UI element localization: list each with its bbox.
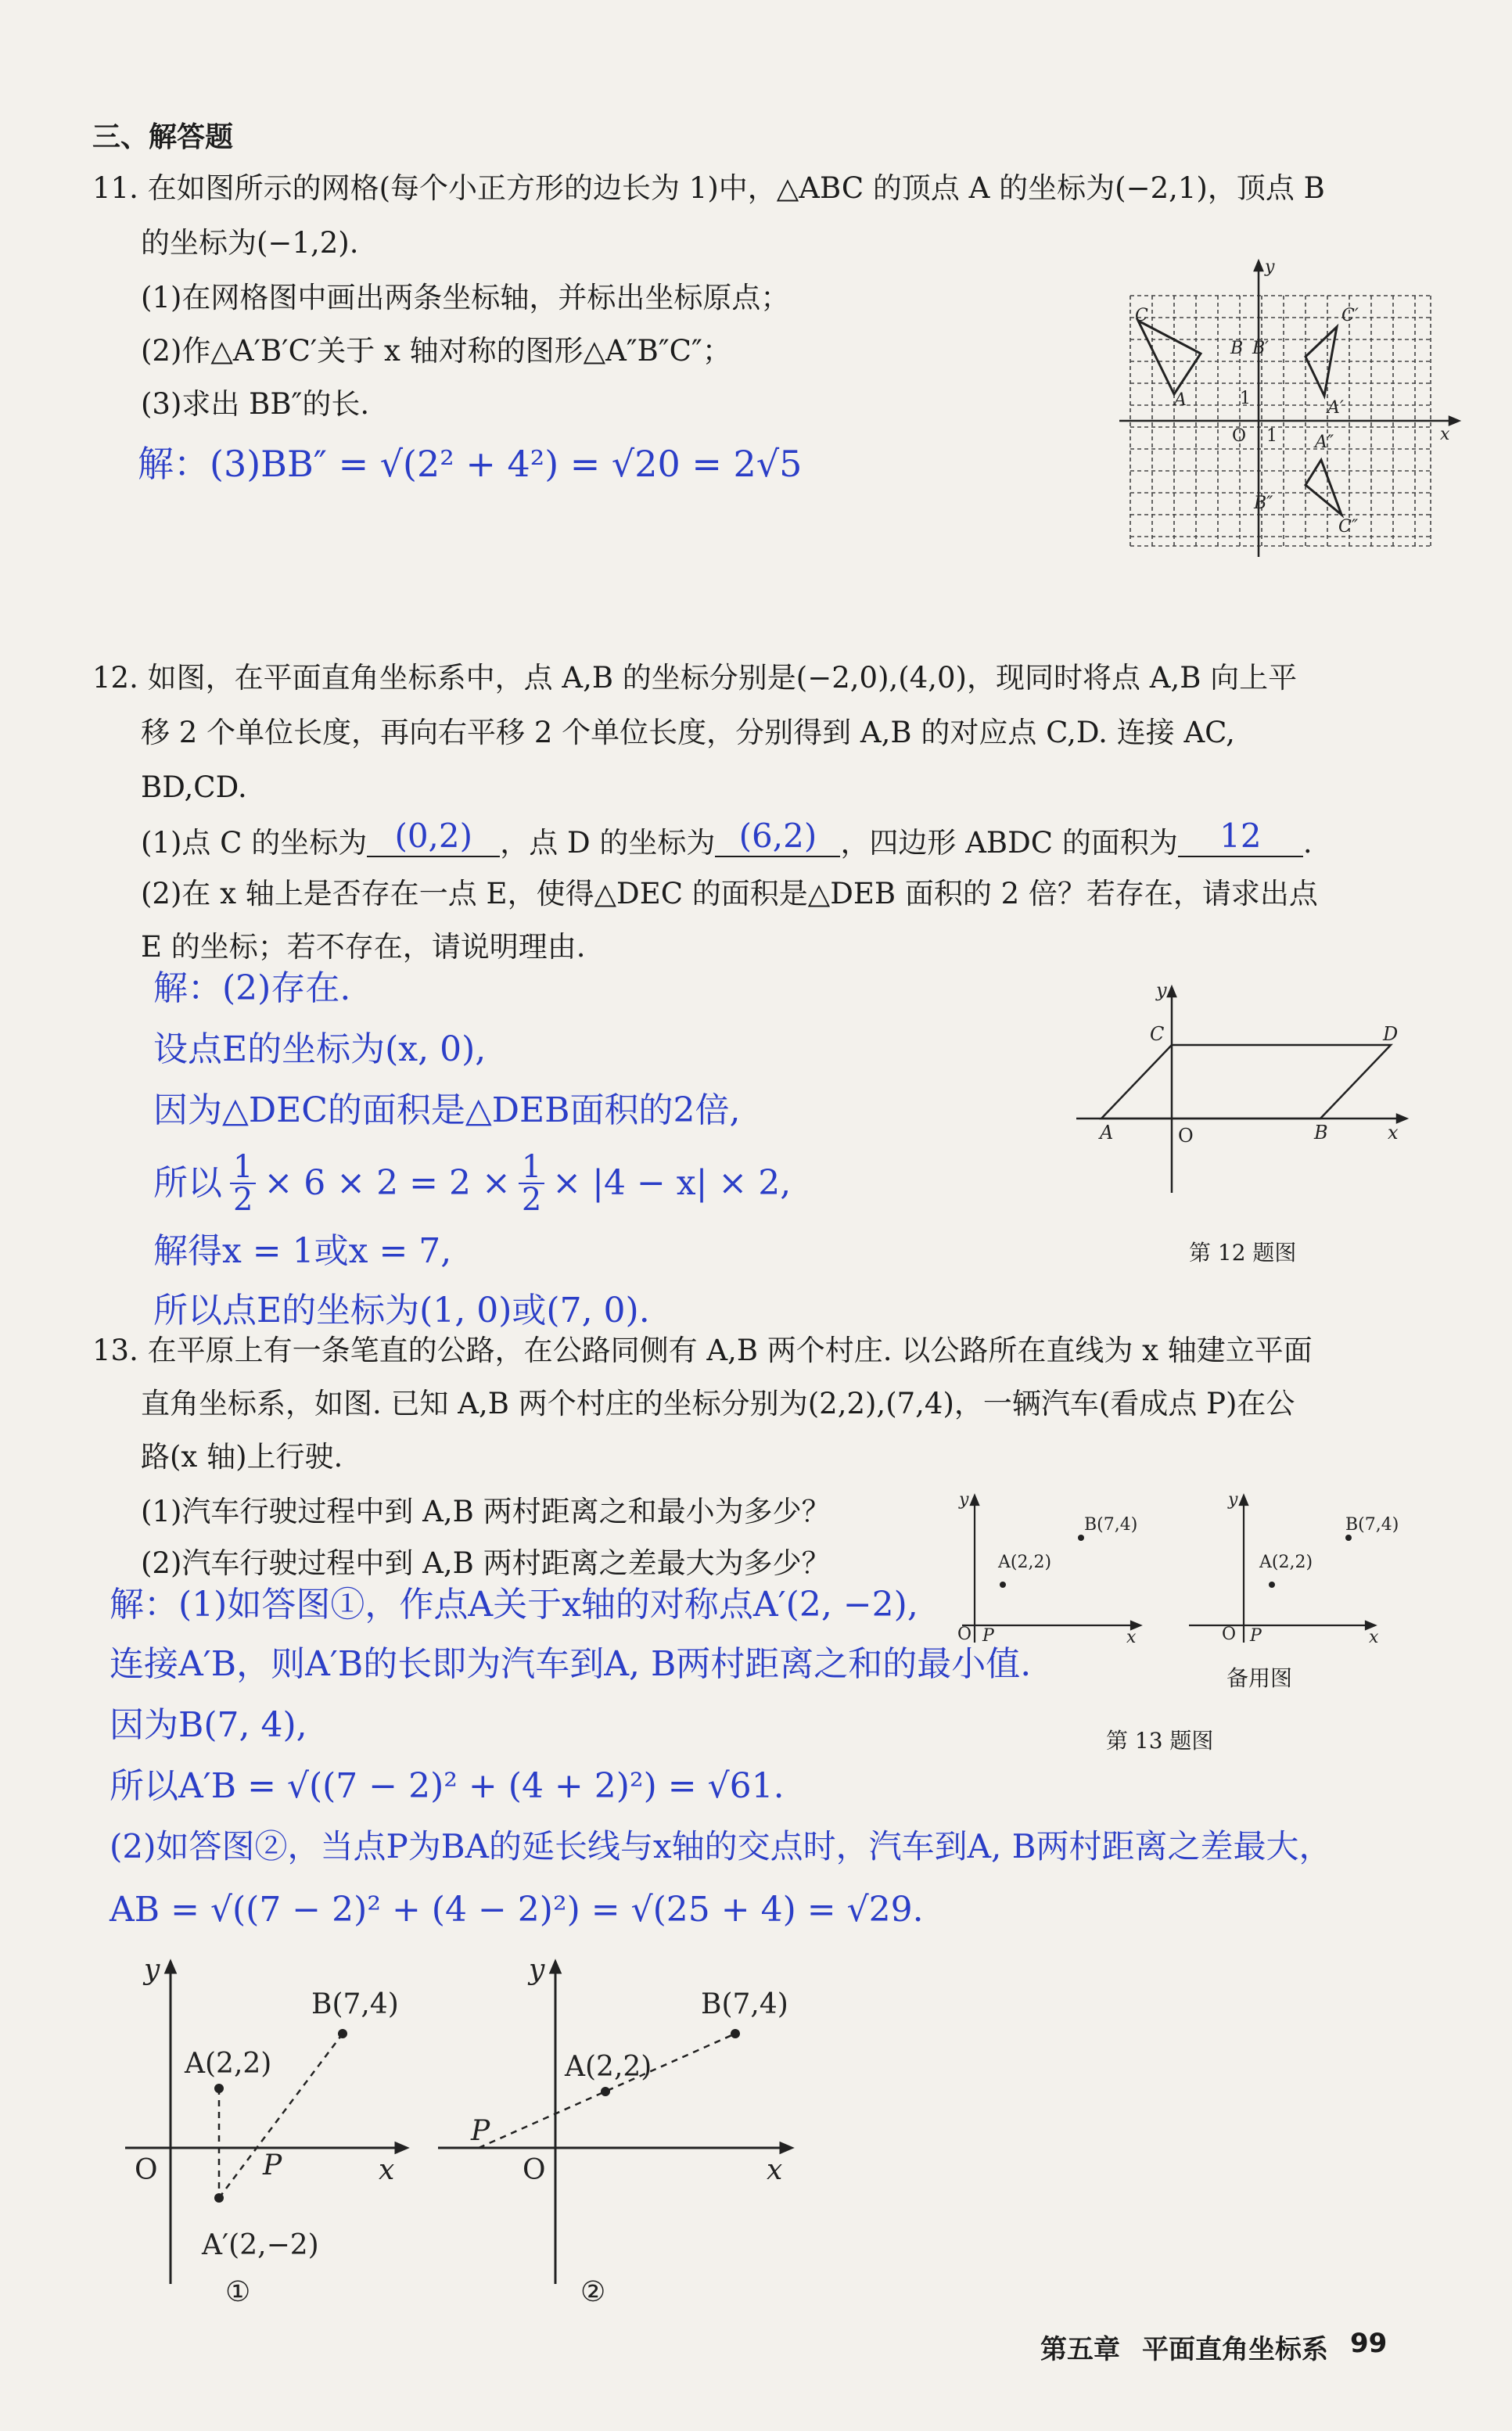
q12-answer-1: 解：(2)存在. [153,968,351,1008]
q11-fig-label: y [1265,257,1275,277]
q12-fill-d[interactable] [715,817,840,857]
q13-answer-figures [117,1948,806,2315]
ans-fig1-A: A(2,2) [185,2048,272,2080]
q12-part1-d: . [1302,826,1313,860]
ans-fig2-y: y [529,1954,545,1986]
q13-fig2-x: x [1369,1628,1379,1647]
page-footer [1040,2328,1387,2366]
q12-fig-y: y [1156,979,1167,1001]
q11-fig-label: B [1230,339,1244,358]
q12-fig-D: D [1383,1023,1399,1045]
ans-fig1-y: y [144,1954,160,1986]
q11-fig-label: A′ [1327,398,1344,418]
q13-fig2-P: P [1250,1626,1262,1646]
ans-fig1-num: ① [225,2276,251,2308]
q11-fig-label: A″ [1315,433,1334,452]
ans-fig1-B: B(7,4) [311,1988,399,2020]
q12-fig-A: A [1100,1122,1114,1144]
q11-fig-label: B′ [1252,339,1270,358]
q13-fig2-A: A(2,2) [1259,1553,1313,1572]
q11-fig-label: A [1174,390,1187,410]
q13-fig-A: A(2,2) [998,1553,1052,1572]
ans-fig1-P: P [263,2149,282,2181]
q12-answer-3: 因为△DEC的面积是△DEB面积的2倍, [153,1090,741,1130]
q11-fig-label: B″ [1254,494,1273,513]
q11-fig-label: C [1135,306,1148,325]
q13-answer-2: 连接A′B，则A′B的长即为汽车到A, B两村距离之和的最小值. [110,1644,1032,1684]
q11-fig-label: O [1232,426,1247,446]
q11-fig-label: C′ [1341,306,1359,325]
q12-answer-5: 解得x = 1或x = 7, [153,1231,452,1271]
q12-part1-a: (1)点 C 的坐标为 [141,826,368,860]
q12-fill-area[interactable] [1178,817,1303,857]
q11-part3: (3)求出 BB″的长. [141,387,370,421]
ans-fig1-O: O [135,2154,158,2186]
q13-fig2-y: y [1228,1490,1238,1510]
q11-line1: 11. 在如图所示的网格(每个小正方形的边长为 1)中，△ABC 的顶点 A 的坐标为(−2,1)，顶点 B [92,171,1325,205]
q13-line3: 路(x 轴)上行驶. [141,1440,343,1474]
q12-frac-2-den: 2 [521,1182,542,1218]
q12-answer-6: 所以点E的坐标为(1, 0)或(7, 0). [153,1291,650,1330]
q13-fig-B: B(7,4) [1084,1515,1138,1535]
q11-part1: (1)在网格图中画出两条坐标轴，并标出坐标原点； [141,281,790,314]
footer-chapter: 第五章 [1040,2334,1120,2365]
q13-fig-x: x [1126,1628,1137,1647]
q13-part1: (1)汽车行驶过程中到 A,B 两村距离之和最小为多少？ [141,1495,831,1528]
q12-part1-c: ，四边形 ABDC 的面积为 [840,826,1178,860]
q11-fig-label: 1 [1240,389,1251,408]
q13-line1: 13. 在平原上有一条笔直的公路，在公路同侧有 A,B 两个村庄. 以公路所在直线为 x 轴建立平面 [92,1334,1313,1367]
q12-frac-2-num: 1 [519,1151,544,1184]
q13-line2: 直角坐标系，如图. 已知 A,B 两个村庄的坐标分别为(2,2),(7,4)，一辆汽车(看成点 P)在公 [141,1387,1295,1420]
q12-answer-2: 设点E的坐标为(x, 0), [153,1029,487,1069]
q12-fill-c[interactable] [367,817,500,857]
page-number: 99 [1350,2328,1388,2359]
q12-frac-2 [519,1151,544,1216]
q12-frac-1-den: 2 [233,1182,253,1218]
q11-line2: 的坐标为(−1,2). [141,226,359,260]
q12-fill-d-value: (6,2) [738,817,817,855]
q12-fig-C: C [1150,1023,1165,1045]
q12-fig-x: x [1388,1122,1399,1144]
q11-grid-figure [1115,250,1467,559]
section-title: 三、解答题 [92,121,234,153]
q12-line3: BD,CD. [141,770,247,804]
ans-fig2-P: P [471,2115,490,2147]
q12-answer-4b: × 6 × 2 = 2 × [264,1163,511,1203]
q13-answer-4: 所以A′B = √((7 − 2)² + (4 + 2)²) = √61. [110,1766,785,1806]
q12-part2-line1: (2)在 x 轴上是否存在一点 E，使得△DEC 的面积是△DEB 面积的 2 倍？若存在，请求出点 [141,877,1318,910]
q12-part1-b: ，点 D 的坐标为 [500,826,716,860]
q11-grid-labels [1135,257,1450,537]
q12-line1: 12. 如图，在平面直角坐标系中，点 A,B 的坐标分别是(−2,0),(4,0)，现同时将点 A,B 向上平 [92,661,1298,695]
q13-fig-P: P [982,1626,994,1646]
ans-fig2-num: ② [580,2276,606,2308]
q11-answer: 解：(3)BB″ = √(2² + 4²) = √20 = 2√5 [138,443,803,485]
q13-answer-5: (2)如答图②，当点P为BA的延长线与x轴的交点时，汽车到A, B两村距离之差最大， [110,1827,1332,1865]
q12-answer-4a: 所以 [153,1163,222,1203]
ans-fig2-B: B(7,4) [701,1988,788,2020]
q12-part1 [141,817,1313,860]
q12-fig-O: O [1178,1125,1194,1147]
q13-answer-1: 解：(1)如答图①，作点A关于x轴的对称点A′(2, −2), [110,1585,918,1625]
q12-fill-area-value: 12 [1219,817,1262,855]
q12-figure [1072,978,1416,1165]
q11-fig-label: 1 [1266,426,1277,446]
q13-backup-label: 备用图 [1226,1665,1293,1691]
ans-fig2-O: O [523,2154,546,2186]
ans-fig2-A: A(2,2) [565,2051,652,2083]
q13-fig2-B: B(7,4) [1345,1515,1399,1535]
q12-fill-c-value: (0,2) [394,817,473,855]
q11-fig-label: x [1440,425,1450,444]
q13-fig2-O: O [1222,1625,1237,1644]
q11-fig-label: C″ [1338,517,1359,537]
q13-caption: 第 13 题图 [1106,1728,1214,1754]
q12-part2-line2: E 的坐标；若不存在，请说明理由. [141,930,586,964]
q12-caption: 第 12 题图 [1189,1240,1297,1266]
q13-fig-O: O [957,1625,972,1644]
q12-line2: 移 2 个单位长度，再向右平移 2 个单位长度，分别得到 A,B 的对应点 C,D. 连接 AC, [141,716,1235,749]
q13-part2: (2)汽车行驶过程中到 A,B 两村距离之差最大为多少？ [141,1546,831,1580]
q12-frac-1-num: 1 [230,1151,256,1184]
q13-answer-6: AB = √((7 − 2)² + (4 − 2)²) = √(25 + 4) = √29. [110,1890,924,1930]
ans-fig2-x: x [767,2154,783,2186]
q11-part2: (2)作△A′B′C′关于 x 轴对称的图形△A″B″C″； [141,334,731,368]
q13-fig-y: y [959,1490,969,1510]
q12-answer-4 [153,1140,791,1226]
q13-answer-3: 因为B(7, 4), [110,1705,307,1745]
q12-fig-B: B [1314,1122,1328,1144]
ans-fig1-x: x [379,2154,395,2186]
q12-frac-1 [230,1151,256,1216]
q12-answer-4c: × |4 − x| × 2, [552,1163,792,1203]
footer-title: 平面直角坐标系 [1142,2334,1328,2365]
ans-fig1-A-prime: A′(2,−2) [202,2229,319,2261]
